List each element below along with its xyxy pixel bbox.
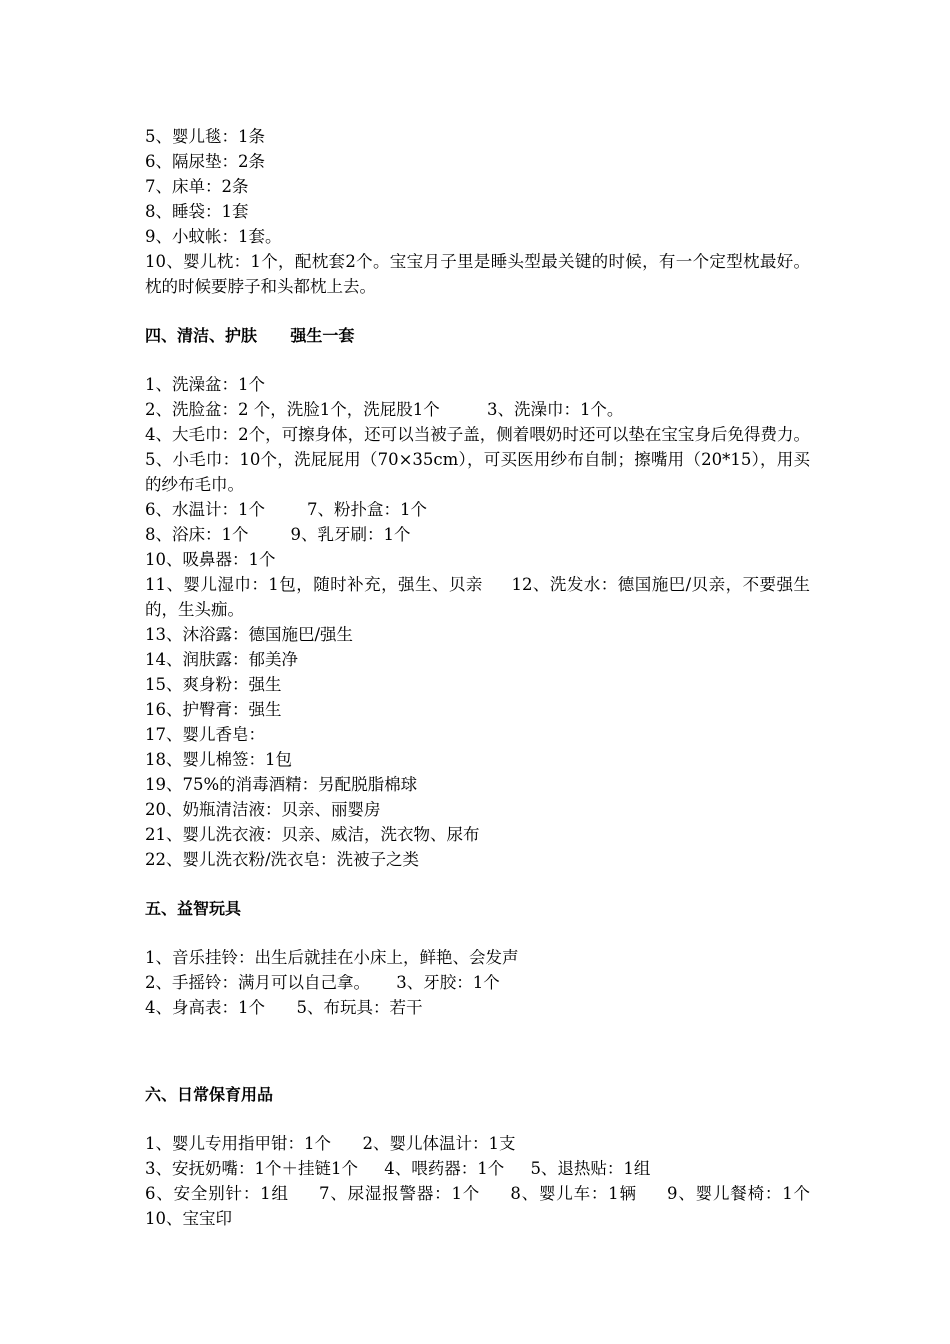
list-item: 1、洗澡盆：1个 (145, 375, 265, 394)
list-item: 16、护臀膏：强生 (145, 700, 282, 719)
list-item: 5、婴儿毯：1条 (145, 127, 265, 146)
cleaning-list-3 (145, 622, 810, 872)
list-item: 2、手摇铃：满月可以自己拿。 3、牙胶：1个 (145, 973, 500, 992)
document-page (145, 124, 852, 1231)
cleaning-list-2 (145, 497, 810, 572)
list-item: 18、婴儿棉签：1包 (145, 750, 292, 769)
bedding-list (145, 124, 810, 249)
list-item: 13、沐浴露：德国施巴/强生 (145, 625, 354, 644)
list-item: 1、婴儿专用指甲钳：1个 2、婴儿体温计：1支 (145, 1134, 516, 1153)
list-item: 19、75%的消毒酒精：另配脱脂棉球 (145, 775, 418, 794)
wipes-shampoo-item: 11、婴儿湿巾：1包，随时补充，强生、贝亲 12、洗发水：德国施巴/贝亲，不要强生的，生头痂。 (145, 575, 810, 619)
list-item: 6、水温计：1个 7、粉扑盒：1个 (145, 500, 427, 519)
section-heading-daily-care: 六、日常保育用品 (145, 1085, 274, 1104)
toys-list (145, 945, 810, 1020)
list-item: 1、音乐挂铃：出生后就挂在小床上，鲜艳、会发声 (145, 948, 519, 967)
list-item: 3、安抚奶嘴：1个＋挂链1个 4、喂药器：1个 5、退热贴：1组 (145, 1159, 651, 1178)
list-item: 2、洗脸盆：2 个，洗脸1个，洗屁股1个 3、洗澡巾：1个。 (145, 400, 624, 419)
list-item: 4、身高表：1个 5、布玩具：若干 (145, 998, 423, 1017)
list-item: 15、爽身粉：强生 (145, 675, 282, 694)
list-item: 8、浴床：1个 9、乳牙刷：1个 (145, 525, 411, 544)
cleaning-list (145, 372, 810, 422)
list-item: 21、婴儿洗衣液：贝亲、威洁，洗衣物、尿布 (145, 825, 480, 844)
list-item: 14、润肤露：郁美净 (145, 650, 298, 669)
section-heading-toys: 五、益智玩具 (145, 899, 242, 918)
list-item: 17、婴儿香皂： (145, 725, 265, 744)
list-item: 10、吸鼻器：1个 (145, 550, 276, 569)
list-item: 20、奶瓶清洁液：贝亲、丽婴房 (145, 800, 381, 819)
daily-care-list (145, 1131, 810, 1181)
daily-care-item-last: 6、安全别针：1组 7、尿湿报警器：1个 8、婴儿车：1辆 9、婴儿餐椅：1个 10、宝宝印 (145, 1184, 837, 1228)
section-heading-cleaning: 四、清洁、护肤 强生一套 (145, 326, 355, 345)
list-item: 6、隔尿垫：2条 (145, 152, 265, 171)
list-item: 9、小蚊帐：1套。 (145, 227, 282, 246)
list-item: 22、婴儿洗衣粉/洗衣皂：洗被子之类 (145, 850, 420, 869)
towel-item: 4、大毛巾：2个，可擦身体，还可以当被子盖，侧着喂奶时还可以垫在宝宝身后免得费力。 5、小毛巾：10个，洗屁屁用（70×35cm），可买医用纱布自制；擦嘴用（20*15），用买的纱布毛巾。 (145, 425, 852, 494)
list-item: 8、睡袋：1套 (145, 202, 249, 221)
baby-pillow-item: 10、婴儿枕：1个，配枕套2个。宝宝月子里是睡头型最关键的时候，有一个定型枕最好。枕的时候要脖子和头都枕上去。 (145, 252, 810, 296)
list-item: 7、床单：2条 (145, 177, 249, 196)
